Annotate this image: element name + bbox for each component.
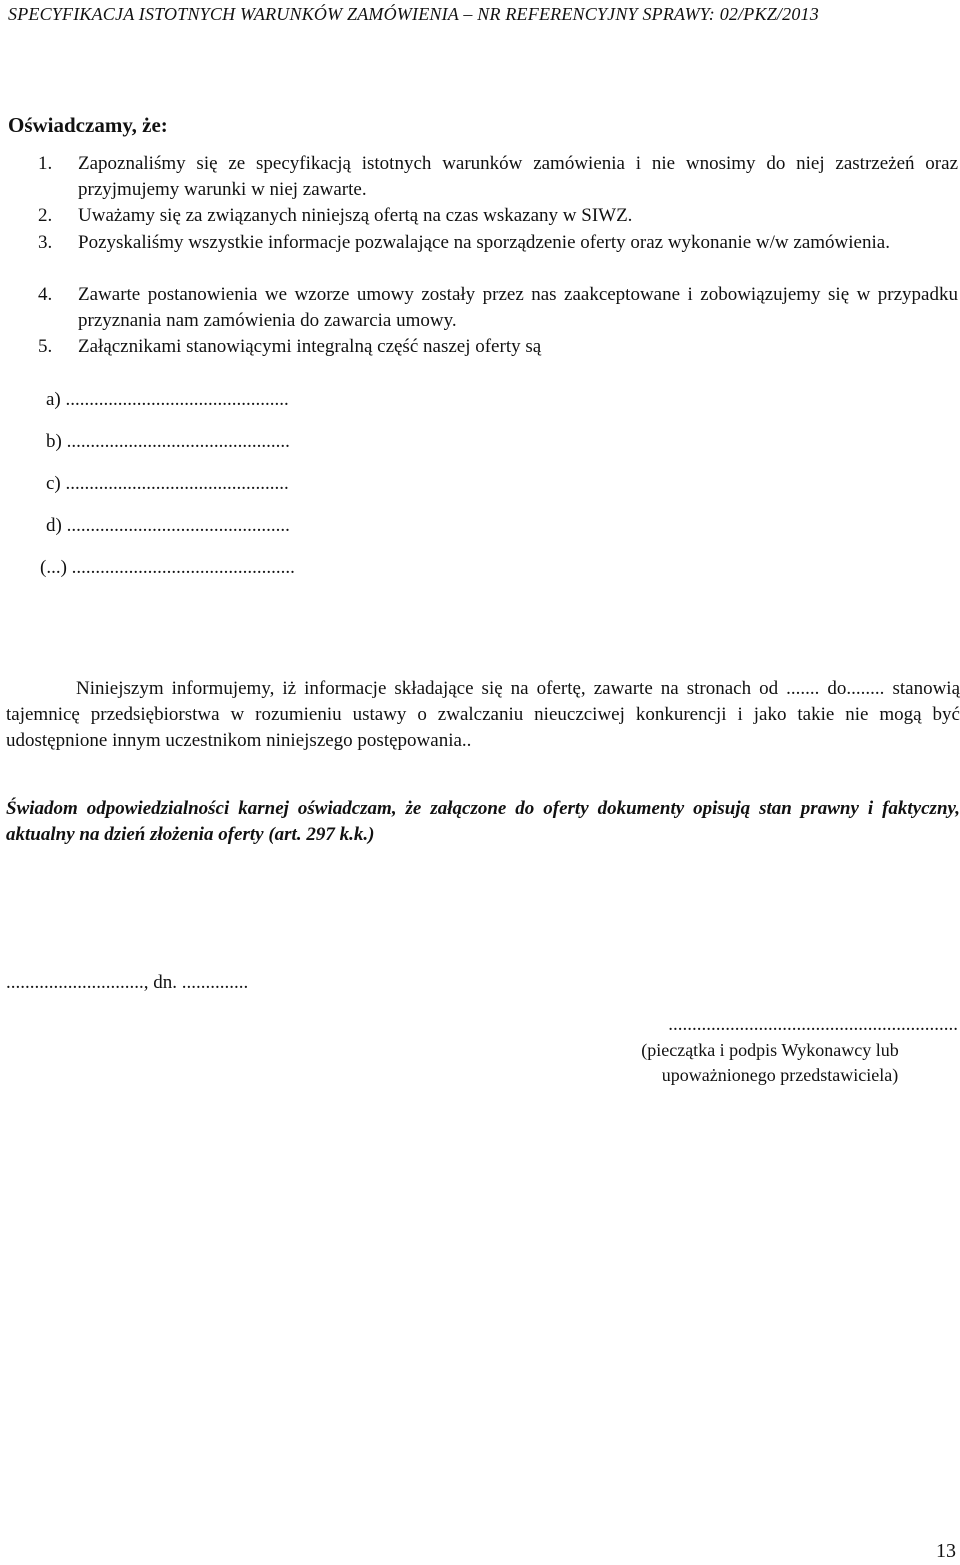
- signature-caption: (pieczątka i podpis Wykonawcy lub: [641, 1040, 899, 1060]
- attachment-line: (...) ...............................................: [40, 557, 295, 578]
- item-number: 1.: [38, 153, 53, 174]
- section-heading: Oświadczamy, że:: [8, 113, 168, 137]
- attachment-line: d) ...............................................: [46, 515, 290, 536]
- item-number: 2.: [38, 205, 53, 226]
- list-item: [38, 203, 958, 229]
- attachment-line: c) ...............................................: [46, 473, 289, 494]
- item-text: Załącznikami stanowiącymi integralną część naszej oferty są: [78, 336, 542, 357]
- item-text: Uważamy się za związanych niniejszą ofertą na czas wskazany w SIWZ.: [78, 205, 633, 226]
- list-item: [38, 230, 958, 282]
- confidentiality-paragraph: [6, 676, 960, 754]
- item-number: 4.: [38, 284, 53, 305]
- signature-caption: upoważnionego przedstawiciela): [661, 1065, 899, 1085]
- list-item: [38, 282, 958, 334]
- list-item: [38, 151, 958, 203]
- liability-statement: Świadom odpowiedzialności karnej oświadczam, że załączone do oferty dokumenty opisują stan prawny i faktyczny, aktualny na dzień złożenia oferty (art. 297 k.k.): [6, 798, 960, 845]
- place-date-line: ............................., dn. ..............: [6, 972, 249, 993]
- item-text: Pozyskaliśmy wszystkie informacje pozwalające na sporządzenie oferty oraz wykonanie w/w zamówienia.: [78, 232, 890, 253]
- item-text: Zapoznaliśmy się ze specyfikacją istotnych warunków zamówienia i nie wnosimy do niej zastrzeżeń oraz przyjmujemy warunki w niej zawarte.: [78, 153, 958, 200]
- page-number: 13: [936, 1540, 956, 1562]
- item-text: Zawarte postanowienia we wzorze umowy zostały przez nas zaakceptowane i zobowiązujemy się w przypadku przyznania nam zamówienia do zawarcia umowy.: [78, 284, 958, 331]
- signature-line: .............................................................: [668, 1014, 958, 1035]
- attachment-line: a) ...............................................: [46, 389, 289, 410]
- document-header: SPECYFIKACJA ISTOTNYCH WARUNKÓW ZAMÓWIENIA – NR REFERENCYJNY SPRAWY: 02/PKZ/2013: [8, 4, 819, 24]
- attachment-line: b) ...............................................: [46, 431, 290, 452]
- list-item: [38, 334, 958, 360]
- confidentiality-text: Niniejszym informujemy, iż informacje składające się na ofertę, zawarte na stronach od ....... do........ stanowią tajemnicę przedsiębiorstwa w rozumieniu ustawy o zwalczaniu nieuczciwej konkurencji i jako takie nie mogą być udostępnione innym uczestnikom niniejszego postępowania..: [6, 678, 960, 751]
- item-number: 3.: [38, 232, 53, 253]
- item-number: 5.: [38, 336, 53, 357]
